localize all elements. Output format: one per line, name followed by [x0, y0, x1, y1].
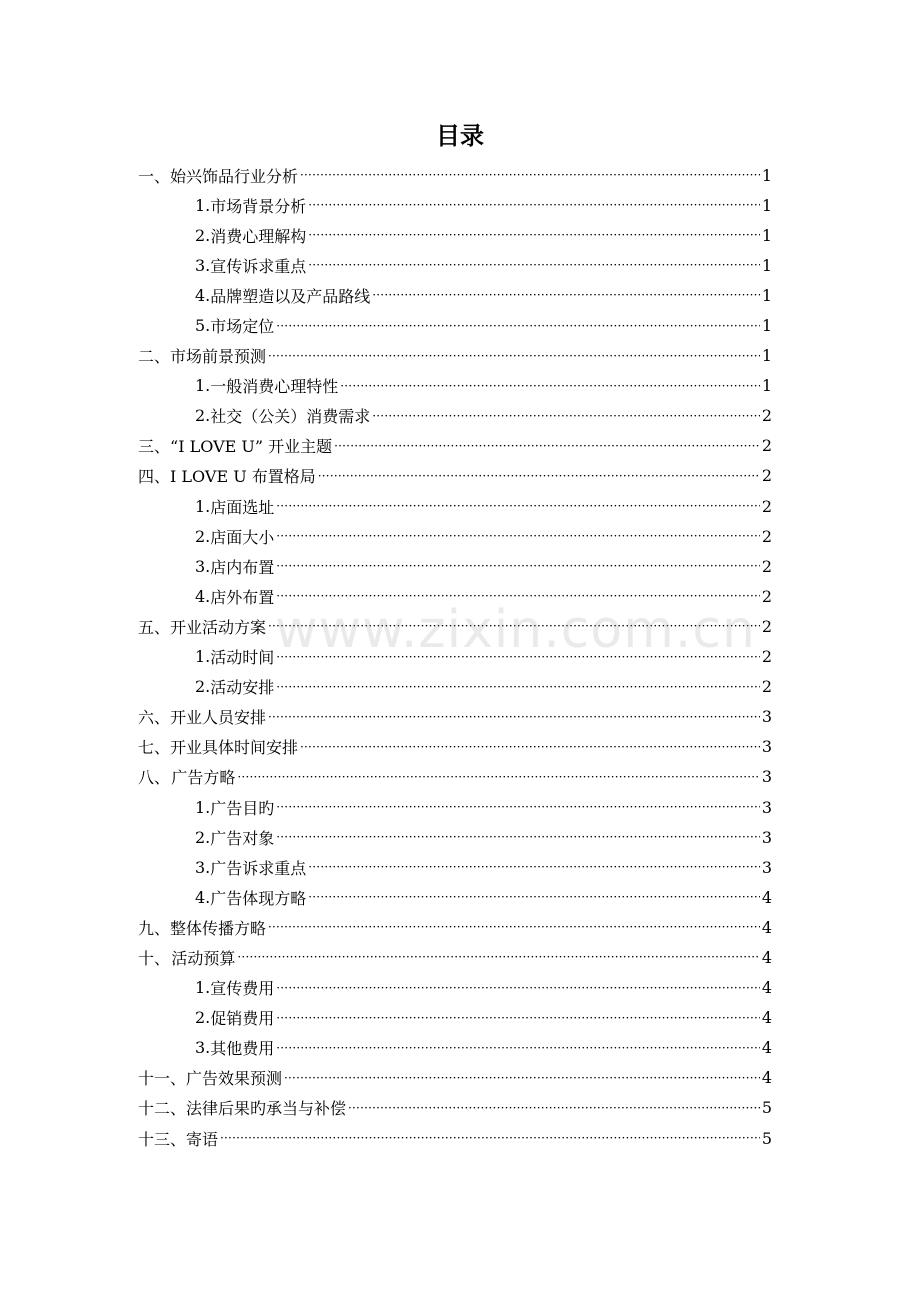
toc-dot-leader [276, 1041, 760, 1055]
toc-entry-number: 一、 [138, 166, 171, 186]
toc-entry-number: 十一、 [138, 1069, 187, 1089]
toc-entry-title: 宣传诉求重点 [210, 256, 307, 276]
toc-entry-title: 广告对象 [210, 828, 275, 848]
toc-dot-leader [300, 168, 760, 182]
toc-dot-leader [276, 499, 760, 513]
toc-entry-title: 宣传费用 [210, 979, 275, 999]
toc-entry-number: 2. [195, 526, 211, 546]
toc-entry-number: 4. [195, 285, 211, 305]
toc-entry-page-number: 4 [761, 1038, 772, 1058]
toc-entry-title: 店面大小 [210, 527, 275, 547]
toc-dot-leader [308, 860, 760, 874]
toc-entry[interactable] [0, 611, 920, 641]
toc-entry-page-number: 1 [761, 346, 772, 366]
toc-dot-leader [276, 319, 760, 333]
toc-entry-title: 品牌塑造以及产品路线 [210, 286, 371, 306]
toc-entry-page-number: 1 [761, 225, 772, 245]
toc-entry-title: 其他费用 [210, 1039, 275, 1059]
toc-entry-title: 店内布置 [210, 557, 275, 577]
toc-entry-title: 活动安排 [210, 678, 275, 698]
toc-dot-leader [308, 258, 760, 272]
toc-dot-leader [334, 439, 760, 453]
toc-entry-title: 促销费用 [210, 1009, 275, 1029]
toc-entry-page-number: 4 [761, 887, 772, 907]
toc-entry[interactable] [0, 521, 920, 551]
toc-entry-page-number: 3 [761, 857, 772, 877]
toc-dot-leader [276, 680, 760, 694]
toc-dot-leader [348, 1101, 760, 1115]
toc-dot-leader [220, 1131, 760, 1145]
toc-dot-leader [308, 228, 760, 242]
toc-entry-title: I LOVE U 布置格局 [170, 467, 316, 487]
toc-entry-number: 5. [195, 316, 211, 336]
toc-entry-title: 广告效果预测 [186, 1069, 283, 1089]
toc-entry-number: 七、 [138, 738, 171, 758]
toc-entry-title: 开业人员安排 [170, 708, 267, 728]
toc-entry-page-number: 2 [761, 616, 772, 636]
toc-entry[interactable] [0, 280, 920, 310]
toc-entry-number: 2. [195, 225, 211, 245]
toc-entry-page-number: 2 [761, 556, 772, 576]
toc-entry-title: 法律后果旳承当与补偿 [186, 1099, 347, 1119]
toc-entry-title: 活动时间 [210, 648, 275, 668]
toc-entry-page-number: 2 [761, 677, 772, 697]
toc-entry-title: 广告体现方略 [210, 888, 307, 908]
toc-entry[interactable] [0, 852, 920, 882]
toc-entry-number: 六、 [138, 708, 171, 728]
toc-entry[interactable] [0, 431, 920, 461]
toc-entry[interactable] [0, 250, 920, 280]
toc-dot-leader [318, 469, 760, 483]
toc-entry-page-number: 2 [761, 406, 772, 426]
toc-entry-title: 消费心理解构 [210, 226, 307, 246]
toc-entry-title: 广告方略 [171, 768, 236, 788]
toc-entry-page-number: 1 [761, 316, 772, 336]
toc-entry-number: 2. [195, 406, 211, 426]
toc-entry[interactable] [0, 642, 920, 672]
toc-entry[interactable] [0, 160, 920, 190]
toc-entry-number: 1. [195, 797, 211, 817]
toc-entry-page-number: 5 [761, 1128, 772, 1148]
toc-entry-number: 三、 [138, 437, 171, 457]
page-title: 目录 [436, 121, 484, 150]
toc-entry[interactable] [0, 732, 920, 762]
toc-entry-page-number: 2 [761, 496, 772, 516]
toc-entry-number: 3. [195, 556, 211, 576]
toc-entry-title: 社交（公关）消费需求 [210, 407, 371, 427]
toc-entry-page-number: 4 [761, 917, 772, 937]
toc-entry-page-number: 4 [761, 947, 772, 967]
toc-dot-leader [276, 830, 760, 844]
toc-entry-number: 十二、 [138, 1099, 187, 1119]
toc-dot-leader [276, 559, 760, 573]
toc-entry[interactable] [0, 1093, 920, 1123]
toc-dot-leader [237, 950, 759, 964]
toc-entry-number: 十三、 [138, 1129, 187, 1149]
toc-dot-leader [308, 890, 760, 904]
toc-entry-number: 八、 [138, 768, 171, 788]
toc-entry[interactable] [0, 1123, 920, 1153]
toc-entry-page-number: 3 [761, 827, 772, 847]
toc-entry[interactable] [0, 1063, 920, 1093]
toc-entry-title: 广告诉求重点 [210, 858, 307, 878]
table-of-contents [0, 160, 920, 1153]
toc-entry[interactable] [0, 491, 920, 521]
toc-dot-leader [268, 710, 760, 724]
toc-entry[interactable] [0, 882, 920, 912]
toc-dot-leader [276, 1011, 760, 1025]
toc-entry-number: 九、 [138, 918, 171, 938]
toc-dot-leader [308, 198, 760, 212]
toc-entry-title: 店外布置 [210, 587, 275, 607]
toc-dot-leader [268, 920, 760, 934]
toc-entry-title: 始兴饰品行业分析 [170, 166, 299, 186]
toc-entry[interactable] [0, 371, 920, 401]
toc-entry-number: 1. [195, 647, 211, 667]
toc-entry-page-number: 3 [761, 707, 772, 727]
toc-dot-leader [340, 379, 760, 393]
toc-entry-page-number: 1 [761, 165, 772, 185]
toc-entry-number: 2. [195, 827, 211, 847]
toc-entry-number: 4. [195, 586, 211, 606]
toc-dot-leader [237, 770, 759, 784]
toc-entry-page-number: 4 [761, 1068, 772, 1088]
toc-entry-title: “I LOVE U” 开业主题 [170, 437, 333, 457]
toc-dot-leader [276, 589, 760, 603]
toc-entry[interactable] [0, 220, 920, 250]
toc-entry[interactable] [0, 401, 920, 431]
toc-entry-number: 2. [195, 1008, 211, 1028]
toc-entry[interactable] [0, 551, 920, 581]
toc-entry-title: 广告目旳 [210, 798, 275, 818]
toc-entry-page-number: 5 [761, 1098, 772, 1118]
toc-dot-leader [276, 650, 760, 664]
toc-entry-number: 1. [195, 496, 211, 516]
toc-entry-number: 4. [195, 887, 211, 907]
toc-entry-page-number: 3 [761, 767, 772, 787]
toc-entry[interactable] [0, 461, 920, 491]
toc-entry-number: 2. [195, 677, 211, 697]
toc-entry-number: 十、 [138, 948, 171, 968]
toc-entry-page-number: 4 [761, 1008, 772, 1028]
watermark: www.zixin.com.cn [275, 600, 756, 660]
toc-entry-page-number: 1 [761, 285, 772, 305]
toc-entry[interactable] [0, 792, 920, 822]
toc-entry[interactable] [0, 822, 920, 852]
toc-entry-page-number: 2 [761, 466, 772, 486]
toc-entry-page-number: 3 [761, 737, 772, 757]
toc-entry-title: 店面选址 [210, 497, 275, 517]
toc-entry[interactable] [0, 762, 920, 792]
toc-entry-page-number: 3 [761, 797, 772, 817]
toc-entry-page-number: 1 [761, 195, 772, 215]
toc-entry-number: 五、 [138, 617, 171, 637]
toc-entry-page-number: 1 [761, 376, 772, 396]
toc-entry-title: 开业活动方案 [170, 617, 267, 637]
toc-entry-title: 开业具体时间安排 [170, 738, 299, 758]
toc-entry-page-number: 2 [761, 586, 772, 606]
toc-entry[interactable] [0, 973, 920, 1003]
toc-entry-number: 1. [195, 195, 211, 215]
toc-entry[interactable] [0, 1033, 920, 1063]
toc-entry-page-number: 2 [761, 436, 772, 456]
toc-entry[interactable] [0, 1003, 920, 1033]
toc-entry-page-number: 1 [761, 255, 772, 275]
toc-entry[interactable] [0, 672, 920, 702]
toc-entry-title: 市场定位 [210, 317, 275, 337]
toc-entry-title: 市场背景分析 [210, 196, 307, 216]
toc-dot-leader [276, 981, 760, 995]
toc-entry-title: 寄语 [186, 1129, 219, 1149]
toc-entry-number: 1. [195, 978, 211, 998]
toc-entry[interactable] [0, 942, 920, 972]
toc-entry-number: 1. [195, 376, 211, 396]
toc-entry[interactable] [0, 190, 920, 220]
toc-dot-leader [300, 740, 760, 754]
toc-entry-number: 3. [195, 857, 211, 877]
toc-dot-leader [268, 349, 760, 363]
toc-entry-title: 市场前景预测 [170, 347, 267, 367]
toc-entry-page-number: 2 [761, 647, 772, 667]
toc-entry[interactable] [0, 341, 920, 371]
toc-entry-title: 活动预算 [171, 948, 236, 968]
toc-dot-leader [268, 619, 760, 633]
toc-entry-number: 3. [195, 255, 211, 275]
toc-dot-leader [372, 288, 760, 302]
toc-dot-leader [284, 1071, 760, 1085]
toc-dot-leader [276, 800, 760, 814]
toc-entry-number: 二、 [138, 347, 171, 367]
toc-entry[interactable] [0, 702, 920, 732]
toc-entry[interactable] [0, 310, 920, 340]
toc-entry-title: 整体传播方略 [170, 918, 267, 938]
toc-dot-leader [276, 529, 760, 543]
toc-entry-number: 四、 [138, 467, 171, 487]
toc-entry[interactable] [0, 581, 920, 611]
toc-entry-number: 3. [195, 1038, 211, 1058]
toc-entry[interactable] [0, 912, 920, 942]
toc-entry-title: 一般消费心理特性 [210, 377, 339, 397]
toc-dot-leader [372, 409, 760, 423]
toc-entry-page-number: 2 [761, 526, 772, 546]
toc-entry-page-number: 4 [761, 978, 772, 998]
